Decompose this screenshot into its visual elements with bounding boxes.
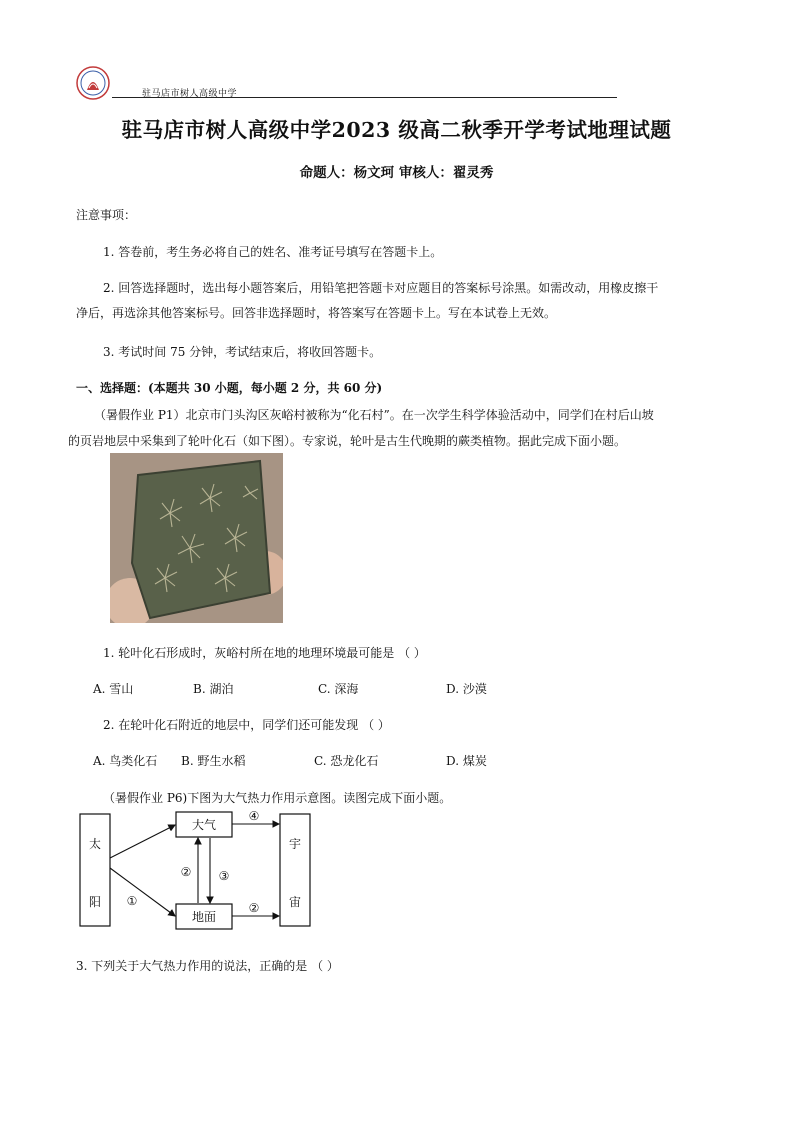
school-logo-icon bbox=[76, 66, 110, 100]
label-1: ① bbox=[126, 894, 138, 908]
passage-1-line-2: 的页岩地层中采集到了轮叶化石（如下图）。专家说，轮叶是古生代晚期的蕨类植物。据此完成下面小题。 bbox=[68, 434, 627, 448]
notice-item-1: 1. 答卷前，考生务必将自己的姓名、准考证号填写在答题卡上。 bbox=[103, 245, 443, 259]
sun-label-2: 阳 bbox=[88, 895, 102, 909]
header-divider bbox=[112, 97, 617, 98]
sun-box bbox=[80, 814, 110, 926]
section-heading: 一、选择题：(本题共 30 小题，每小题 2 分，共 60 分) bbox=[76, 381, 383, 395]
label-2-left: ② bbox=[180, 865, 192, 879]
label-3: ③ bbox=[218, 869, 230, 883]
label-2-right: ② bbox=[248, 901, 260, 915]
arrow-sun-to-ground bbox=[110, 868, 175, 916]
header-school-name: 驻马店市树人高级中学 bbox=[142, 89, 238, 99]
question-1-option-d: D. 沙漠 bbox=[446, 682, 487, 696]
space-label-2: 宙 bbox=[288, 895, 302, 909]
question-2-option-b: B. 野生水稻 bbox=[181, 754, 246, 768]
question-2-option-c: C. 恐龙化石 bbox=[314, 754, 379, 768]
notice-item-3: 3. 考试时间 75 分钟，考试结束后，将收回答题卡。 bbox=[103, 345, 382, 359]
notice-item-2-line-1: 2. 回答选择题时，选出每小题答案后，用铅笔把答题卡对应题目的答案标号涂黑。如需改动，用橡皮擦干 bbox=[103, 281, 659, 295]
atmosphere-label: 大气 bbox=[191, 818, 217, 832]
question-1-option-b: B. 湖泊 bbox=[193, 682, 234, 696]
space-label-1: 宇 bbox=[288, 837, 302, 851]
notice-item-2-line-2: 净后，再选涂其他答案标号。回答非选择题时，将答案写在答题卡上。写在本试卷上无效。 bbox=[76, 306, 557, 320]
fossil-photo bbox=[110, 453, 283, 623]
sun-label-1: 太 bbox=[88, 837, 102, 851]
question-1-option-c: C. 深海 bbox=[318, 682, 359, 696]
question-1-stem: 1. 轮叶化石形成时，灰峪村所在地的地理环境最可能是 （ ） bbox=[103, 646, 426, 660]
label-4: ④ bbox=[248, 809, 260, 823]
question-1-option-a: A. 雪山 bbox=[93, 682, 134, 696]
ground-label: 地面 bbox=[191, 910, 217, 924]
question-3-stem: 3. 下列关于大气热力作用的说法，正确的是 （ ） bbox=[76, 959, 339, 973]
passage-2-line-1: （暑假作业 P6)下图为大气热力作用示意图。读图完成下面小题。 bbox=[103, 791, 452, 805]
notice-heading: 注意事项： bbox=[76, 208, 137, 222]
question-2-option-d: D. 煤炭 bbox=[446, 754, 487, 768]
question-2-option-a: A. 鸟类化石 bbox=[93, 754, 158, 768]
arrow-sun-to-atmosphere bbox=[110, 825, 175, 858]
passage-1-line-1: （暑假作业 P1）北京市门头沟区灰峪村被称为“化石村”。在一次学生科学体验活动中，同学们在村后山坡 bbox=[94, 408, 654, 422]
question-2-stem: 2. 在轮叶化石附近的地层中，同学们还可能发现 （ ） bbox=[103, 718, 390, 732]
space-box bbox=[280, 814, 310, 926]
page-title: 驻马店市树人高级中学2023 级高二秋季开学考试地理试题 bbox=[121, 118, 672, 142]
atmosphere-heat-diagram bbox=[76, 808, 316, 930]
authors-line: 命题人：杨文珂 审核人：翟灵秀 bbox=[299, 165, 494, 181]
